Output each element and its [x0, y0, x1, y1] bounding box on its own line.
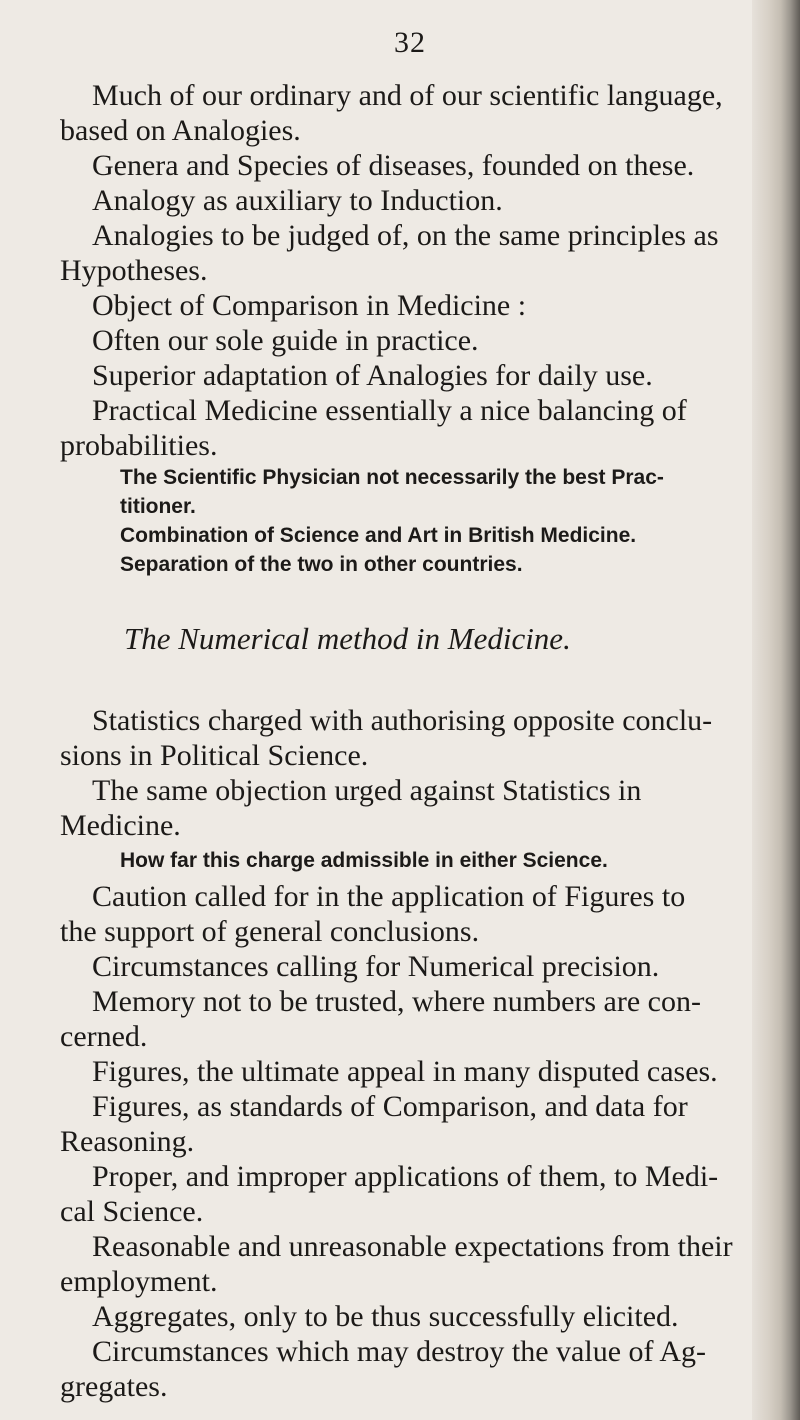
- subpoint-line: How far this charge admissible in either Science.: [120, 849, 608, 872]
- text-line: based on Analogies.: [60, 114, 301, 147]
- text-line: Reasoning.: [60, 1125, 195, 1158]
- text-line: gregates.: [60, 1370, 168, 1403]
- text-line: Analogy as auxiliary to Induction.: [92, 184, 503, 217]
- text-line: The same objection urged against Statistics in: [92, 774, 642, 807]
- section-analogies: [60, 78, 760, 463]
- text-line: Figures, the ultimate appeal in many disputed cases.: [92, 1055, 718, 1088]
- text-line: probabilities.: [60, 429, 218, 462]
- text-line: Superior adaptation of Analogies for daily use.: [92, 359, 653, 392]
- text-line: Much of our ordinary and of our scientific language,: [92, 79, 723, 112]
- section-numerical-subpoint: [60, 843, 760, 879]
- text-line: employment.: [60, 1265, 218, 1298]
- text-line: Aggregates, only to be thus successfully elicited.: [92, 1300, 679, 1333]
- text-line: Medicine.: [60, 809, 181, 842]
- section-numerical-method-continued: [60, 879, 760, 1404]
- text-line: Circumstances calling for Numerical precision.: [92, 950, 660, 983]
- subpoint-line: Combination of Science and Art in British Medicine.: [120, 524, 637, 547]
- section-heading: The Numerical method in Medicine.: [124, 621, 571, 656]
- text-line: Statistics charged with authorising opposite conclu-: [92, 704, 713, 737]
- text-line: cerned.: [60, 1020, 148, 1053]
- text-line: Often our sole guide in practice.: [92, 324, 479, 357]
- text-line: Circumstances which may destroy the value of Ag-: [92, 1335, 707, 1368]
- subpoint-line: The Scientific Physician not necessarily the best Prac-: [120, 466, 664, 489]
- subpoint-line: Separation of the two in other countries.: [120, 553, 523, 576]
- text-line: Genera and Species of diseases, founded on these.: [92, 149, 695, 182]
- text-line: Object of Comparison in Medicine :: [92, 289, 527, 322]
- page-number: 32: [394, 26, 426, 59]
- text-line: Memory not to be trusted, where numbers are con-: [92, 985, 701, 1018]
- subpoint-line: titioner.: [120, 495, 196, 518]
- text-line: Proper, and improper applications of them, to Medi-: [92, 1160, 719, 1193]
- text-line: Figures, as standards of Comparison, and data for: [92, 1090, 688, 1123]
- text-line: Analogies to be judged of, on the same principles as: [92, 219, 719, 252]
- section-analogies-subpoints: [60, 463, 760, 579]
- text-line: Hypotheses.: [60, 254, 208, 287]
- text-line: Practical Medicine essentially a nice balancing of: [92, 394, 687, 427]
- section-numerical-method: [60, 703, 760, 843]
- text-line: the support of general conclusions.: [60, 915, 480, 948]
- book-page: [60, 26, 760, 1404]
- text-line: cal Science.: [60, 1195, 204, 1228]
- text-line: Reasonable and unreasonable expectations from their: [92, 1230, 733, 1263]
- text-line: sions in Political Science.: [60, 739, 369, 772]
- text-line: Caution called for in the application of Figures to: [92, 880, 686, 913]
